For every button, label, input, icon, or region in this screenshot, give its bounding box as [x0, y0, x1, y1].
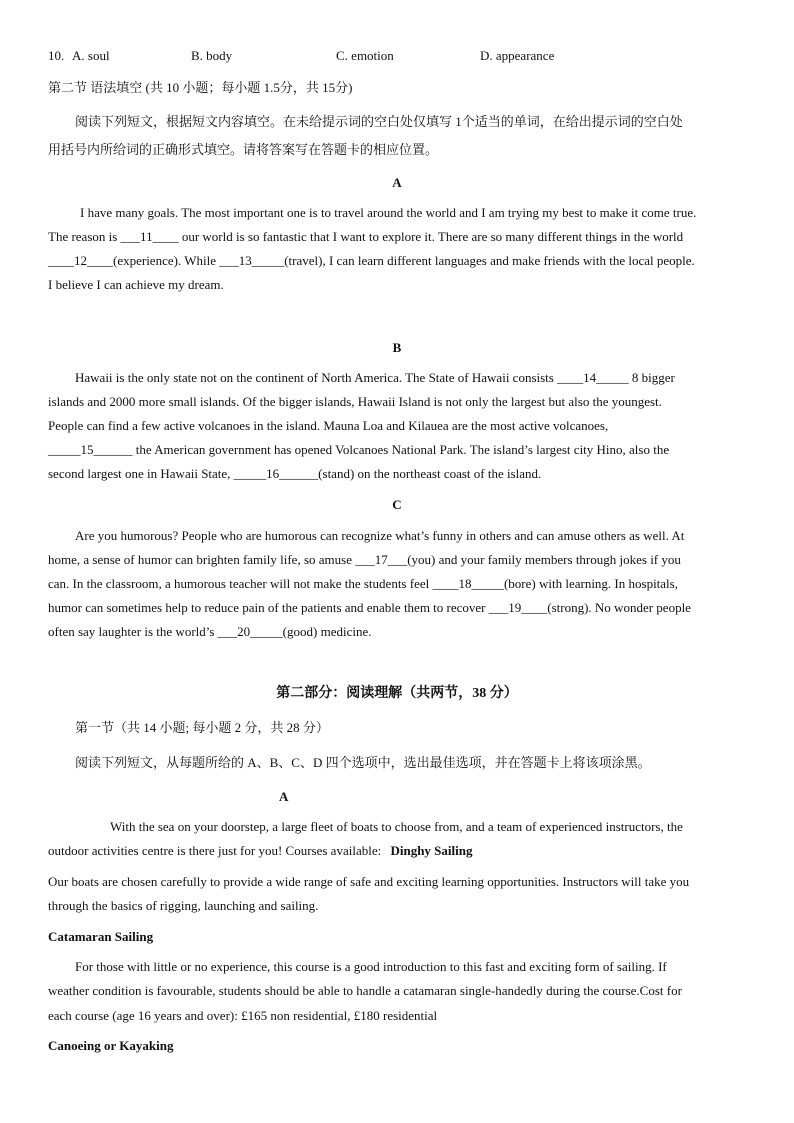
passage-b-line: Hawaii is the only state not on the continent of North America. The State of Hawaii consists ____14_____ 8 bigger [75, 370, 675, 385]
q10-number: 10. [48, 48, 65, 63]
reading-instruction: 阅读下列短文，从每题所给的 A、B、C、D 四个选项中，选出最佳选项，并在答题卡上将该项涂黑。 [75, 755, 651, 770]
reading-a-intro-text: outdoor activities centre is there just for you! Courses available: [48, 843, 382, 858]
passage-c-line: home, a sense of humor can brighten family life, so amuse ___17___(you) and your family members through jokes if you [48, 552, 681, 567]
passage-c-line: humor can sometimes help to reduce pain of the patients and enable them to recover ___19____(strong). No wonder people [48, 600, 691, 615]
passage-a-label: A [392, 175, 402, 190]
q10-option-d: D. appearance [480, 48, 555, 63]
passage-b-line: _____15______ the American government has opened Volcanoes National Park. The island’s largest city Hino, also the [48, 442, 670, 457]
heading-dinghy-sailing: Dinghy Sailing [390, 843, 473, 858]
passage-b-label: B [392, 340, 402, 355]
passage-c-line: Are you humorous? People who are humorous can recognize what’s funny in others and can amuse others as well. At [75, 528, 685, 543]
dinghy-line: Our boats are chosen carefully to provide a wide range of safe and exciting learning opportunities. Instructors will take you [48, 874, 690, 889]
passage-b-line: islands and 2000 more small islands. Of the bigger islands, Hawaii Island is not only the largest but also the youngest. [48, 394, 662, 409]
catamaran-line: weather condition is favourable, students should be able to handle a catamaran single-handedly during the course.Cost for [48, 983, 682, 998]
instructions-line2: 用括号内所给词的正确形式填空。请将答案写在答题卡的相应位置。 [48, 142, 439, 157]
passage-b-line: second largest one in Hawaii State, _____16______(stand) on the northeast coast of the island. [48, 466, 542, 481]
catamaran-line: For those with little or no experience, this course is a good introduction to this fast and exciting form of sailing. If [75, 959, 667, 974]
heading-catamaran-sailing: Catamaran Sailing [48, 929, 154, 944]
reading-a-intro: With the sea on your doorstep, a large fleet of boats to choose from, and a team of experienced instructors, the [110, 819, 683, 834]
passage-c-line: often say laughter is the world’s ___20_____(good) medicine. [48, 624, 372, 639]
section1-header: 第一节（共 14 小题; 每小题 2 分，共 28 分） [75, 720, 329, 735]
q10-option-a: A. soul [72, 48, 110, 63]
passage-c-label: C [392, 497, 402, 512]
dinghy-line: through the basics of rigging, launching and sailing. [48, 898, 319, 913]
reading-a-intro-line2 [48, 843, 748, 859]
passage-a-line: The reason is ___11____ our world is so fantastic that I want to explore it. There are so many different things in the world [48, 229, 684, 244]
passage-a-line: ____12____(experience). While ___13_____(travel), I can learn different languages and make friends with the local people. [48, 253, 695, 268]
reading-a-label: A [279, 789, 289, 804]
passage-c-line: can. In the classroom, a humorous teacher will not make the students feel ____18_____(bore) with learning. In hospitals, [48, 576, 678, 591]
catamaran-line: each course (age 16 years and over): £165 non residential, £180 residential [48, 1008, 438, 1023]
section2-header: 第二节 语法填空 (共 10 小题；每小题 1.5分，共 15分) [48, 80, 353, 95]
passage-b-line: People can find a few active volcanoes in the island. Mauna Loa and Kilauea are the most active volcanoes, [48, 418, 609, 433]
passage-a-line: I believe I can achieve my dream. [48, 277, 224, 292]
heading-canoeing-kayaking: Canoeing or Kayaking [48, 1038, 174, 1053]
q10-option-c: C. emotion [336, 48, 394, 63]
q10-option-b: B. body [191, 48, 233, 63]
passage-a-line: I have many goals. The most important one is to travel around the world and I am trying my best to make it come true. [80, 205, 697, 220]
instructions-line1: 阅读下列短文，根据短文内容填空。在未给提示词的空白处仅填写 1个适当的单词，在给出提示词的空白处 [75, 114, 683, 129]
part2-title: 第二部分：阅读理解（共两节，38 分） [276, 686, 518, 701]
